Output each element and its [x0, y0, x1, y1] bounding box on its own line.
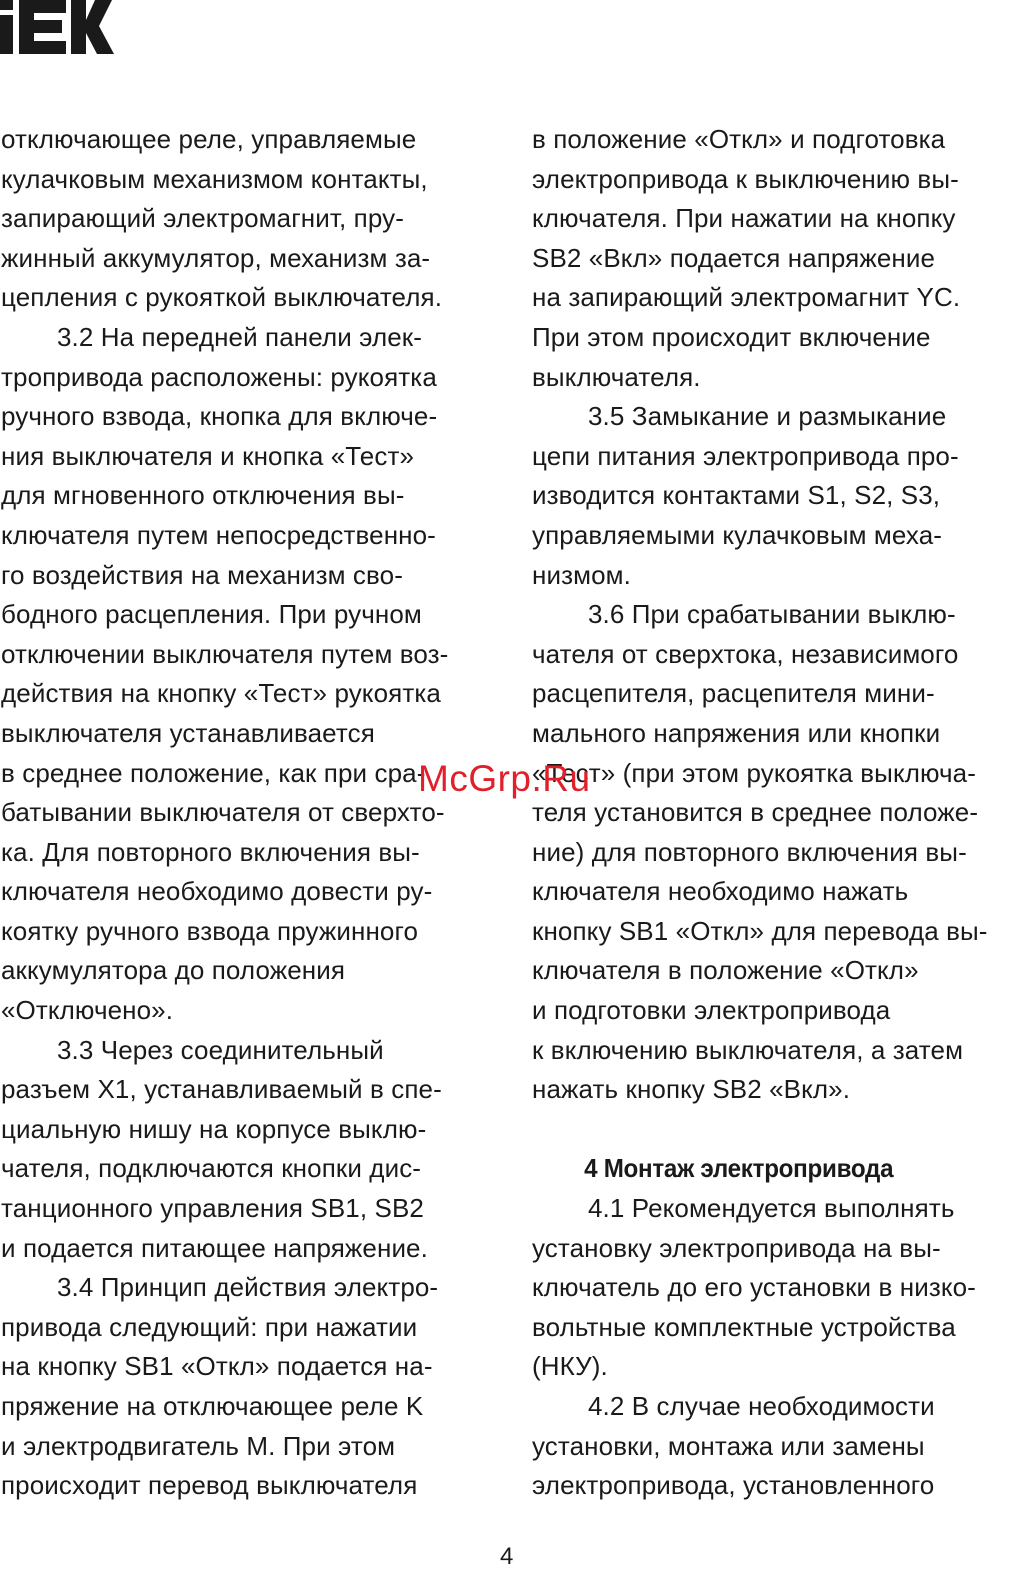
- text-line: тропривода расположены: рукоятка: [1, 361, 437, 392]
- text-line: ключателя необходимо довести ру-: [1, 876, 433, 907]
- text-line: бодного расцепления. При ручном: [1, 599, 422, 630]
- text-line: (НКУ).: [532, 1351, 608, 1382]
- text-line: установку электропривода на вы-: [532, 1232, 941, 1263]
- text-line: ключателя путем непосредственно-: [1, 519, 436, 550]
- text-line: электропривода к выключению вы-: [532, 163, 959, 194]
- text-line: на кнопку SB1 «Откл» подается на-: [1, 1351, 433, 1382]
- text-line: 4.2 В случае необходимости: [588, 1391, 935, 1421]
- text-line: действия на кнопку «Тест» рукоятка: [1, 678, 441, 709]
- text-line: в среднее положение, как при сра-: [1, 757, 426, 788]
- text-line: циальную нишу на корпусе выклю-: [1, 1113, 427, 1144]
- text-line: разъем X1, устанавливаемый в спе-: [1, 1074, 442, 1105]
- text-line: ния выключателя и кнопка «Тест»: [1, 440, 415, 471]
- text-line: электропривода, установленного: [532, 1470, 935, 1501]
- text-line: коятку ручного взвода пружинного: [1, 915, 419, 946]
- text-line: для мгновенного отключения вы-: [1, 480, 405, 511]
- text-line: расцепителя, расцепителя мини-: [532, 678, 935, 709]
- text-line: 3.6 При срабатывании выклю-: [588, 599, 956, 630]
- text-line: и подготовки электропривода: [532, 995, 891, 1026]
- text-line: «Тест» (при этом рукоятка выключа-: [532, 757, 976, 788]
- text-line: чателя, подключаются кнопки дис-: [1, 1153, 422, 1184]
- text-line: 3.5 Замыкание и размыкание: [588, 401, 947, 432]
- text-line: кнопку SB1 «Откл» для перевода вы-: [532, 915, 988, 946]
- text-line: 3.3 Через соединительный: [57, 1034, 384, 1065]
- right-column-paragraphs-top: [532, 120, 1022, 1110]
- text-line: теля установится в среднее положе-: [532, 797, 979, 828]
- left-text-column: [1, 120, 501, 1506]
- text-line: кулачковым механизмом контакты,: [1, 163, 428, 194]
- text-line: аккумулятора до положения: [1, 955, 346, 986]
- text-line: ключатель до его установки в низко-: [532, 1272, 976, 1303]
- text-line: ручного взвода, кнопка для включе-: [1, 401, 438, 432]
- text-line: ключателя. При нажатии на кнопку: [532, 203, 956, 234]
- section-spacer: [532, 1110, 1022, 1150]
- text-line: нажать кнопку SB2 «Вкл».: [532, 1074, 851, 1105]
- text-line: «Отключено».: [1, 995, 174, 1026]
- text-line: SB2 «Вкл» подается напряжение: [532, 242, 936, 273]
- text-line: ключателя в положение «Откл»: [532, 955, 919, 986]
- text-line: чателя от сверхтока, независимого: [532, 638, 959, 669]
- text-line: мального напряжения или кнопки: [532, 717, 941, 748]
- text-line: 3.4 Принцип действия электро-: [57, 1272, 439, 1303]
- iek-logo: [0, 0, 114, 54]
- text-line: установки, монтажа или замены: [532, 1430, 925, 1461]
- text-line: пряжение на отключающее реле K: [1, 1391, 424, 1421]
- text-line: к включению выключателя, а затем: [532, 1034, 964, 1065]
- text-line: 3.2 На передней панели элек-: [57, 321, 423, 352]
- text-line: ка. Для повторного включения вы-: [1, 836, 420, 867]
- text-line: батывании выключателя от сверхто-: [1, 797, 445, 828]
- text-line: изводится контактами S1, S2, S3,: [532, 480, 941, 511]
- text-line: выключателя устанавливается: [1, 717, 375, 748]
- text-line: вольтные комплектные устройства: [532, 1311, 956, 1342]
- text-line: выключателя.: [532, 361, 701, 392]
- text-line: управляемыми кулачковым меха-: [532, 519, 943, 550]
- text-line: цепления с рукояткой выключателя.: [1, 282, 443, 313]
- text-line: привода следующий: при нажатии: [1, 1311, 418, 1342]
- text-line: ние) для повторного включения вы-: [532, 836, 967, 867]
- text-line: отключающее реле, управляемые: [1, 124, 417, 154]
- text-line: в положение «Откл» и подготовка: [532, 124, 946, 154]
- text-line: и подается питающее напряжение.: [1, 1232, 428, 1263]
- right-text-column: [532, 120, 1022, 1506]
- text-line: ключателя необходимо нажать: [532, 876, 909, 907]
- text-line: происходит перевод выключателя: [1, 1470, 418, 1501]
- text-line: жинный аккумулятор, механизм за-: [1, 242, 431, 273]
- text-line: отключении выключателя путем воз-: [1, 638, 449, 669]
- section-heading: 4 Монтаж электропривода: [584, 1153, 894, 1184]
- text-line: танционного управления SB1, SB2: [1, 1193, 424, 1224]
- text-line: цепи питания электропривода про-: [532, 440, 959, 471]
- text-line: го воздействия на механизм сво-: [1, 559, 403, 590]
- text-line: на запирающий электромагнит YC.: [532, 282, 961, 313]
- right-column-paragraphs-bottom: [532, 1189, 1022, 1506]
- watermark: McGrp.Ru: [418, 758, 591, 799]
- text-line: и электродвигатель M. При этом: [1, 1430, 396, 1461]
- text-line: При этом происходит включение: [532, 321, 931, 352]
- text-line: низмом.: [532, 559, 631, 590]
- text-line: 4.1 Рекомендуется выполнять: [588, 1193, 955, 1224]
- text-line: запирающий электромагнит, пру-: [1, 203, 404, 234]
- page-number: 4: [500, 1543, 514, 1570]
